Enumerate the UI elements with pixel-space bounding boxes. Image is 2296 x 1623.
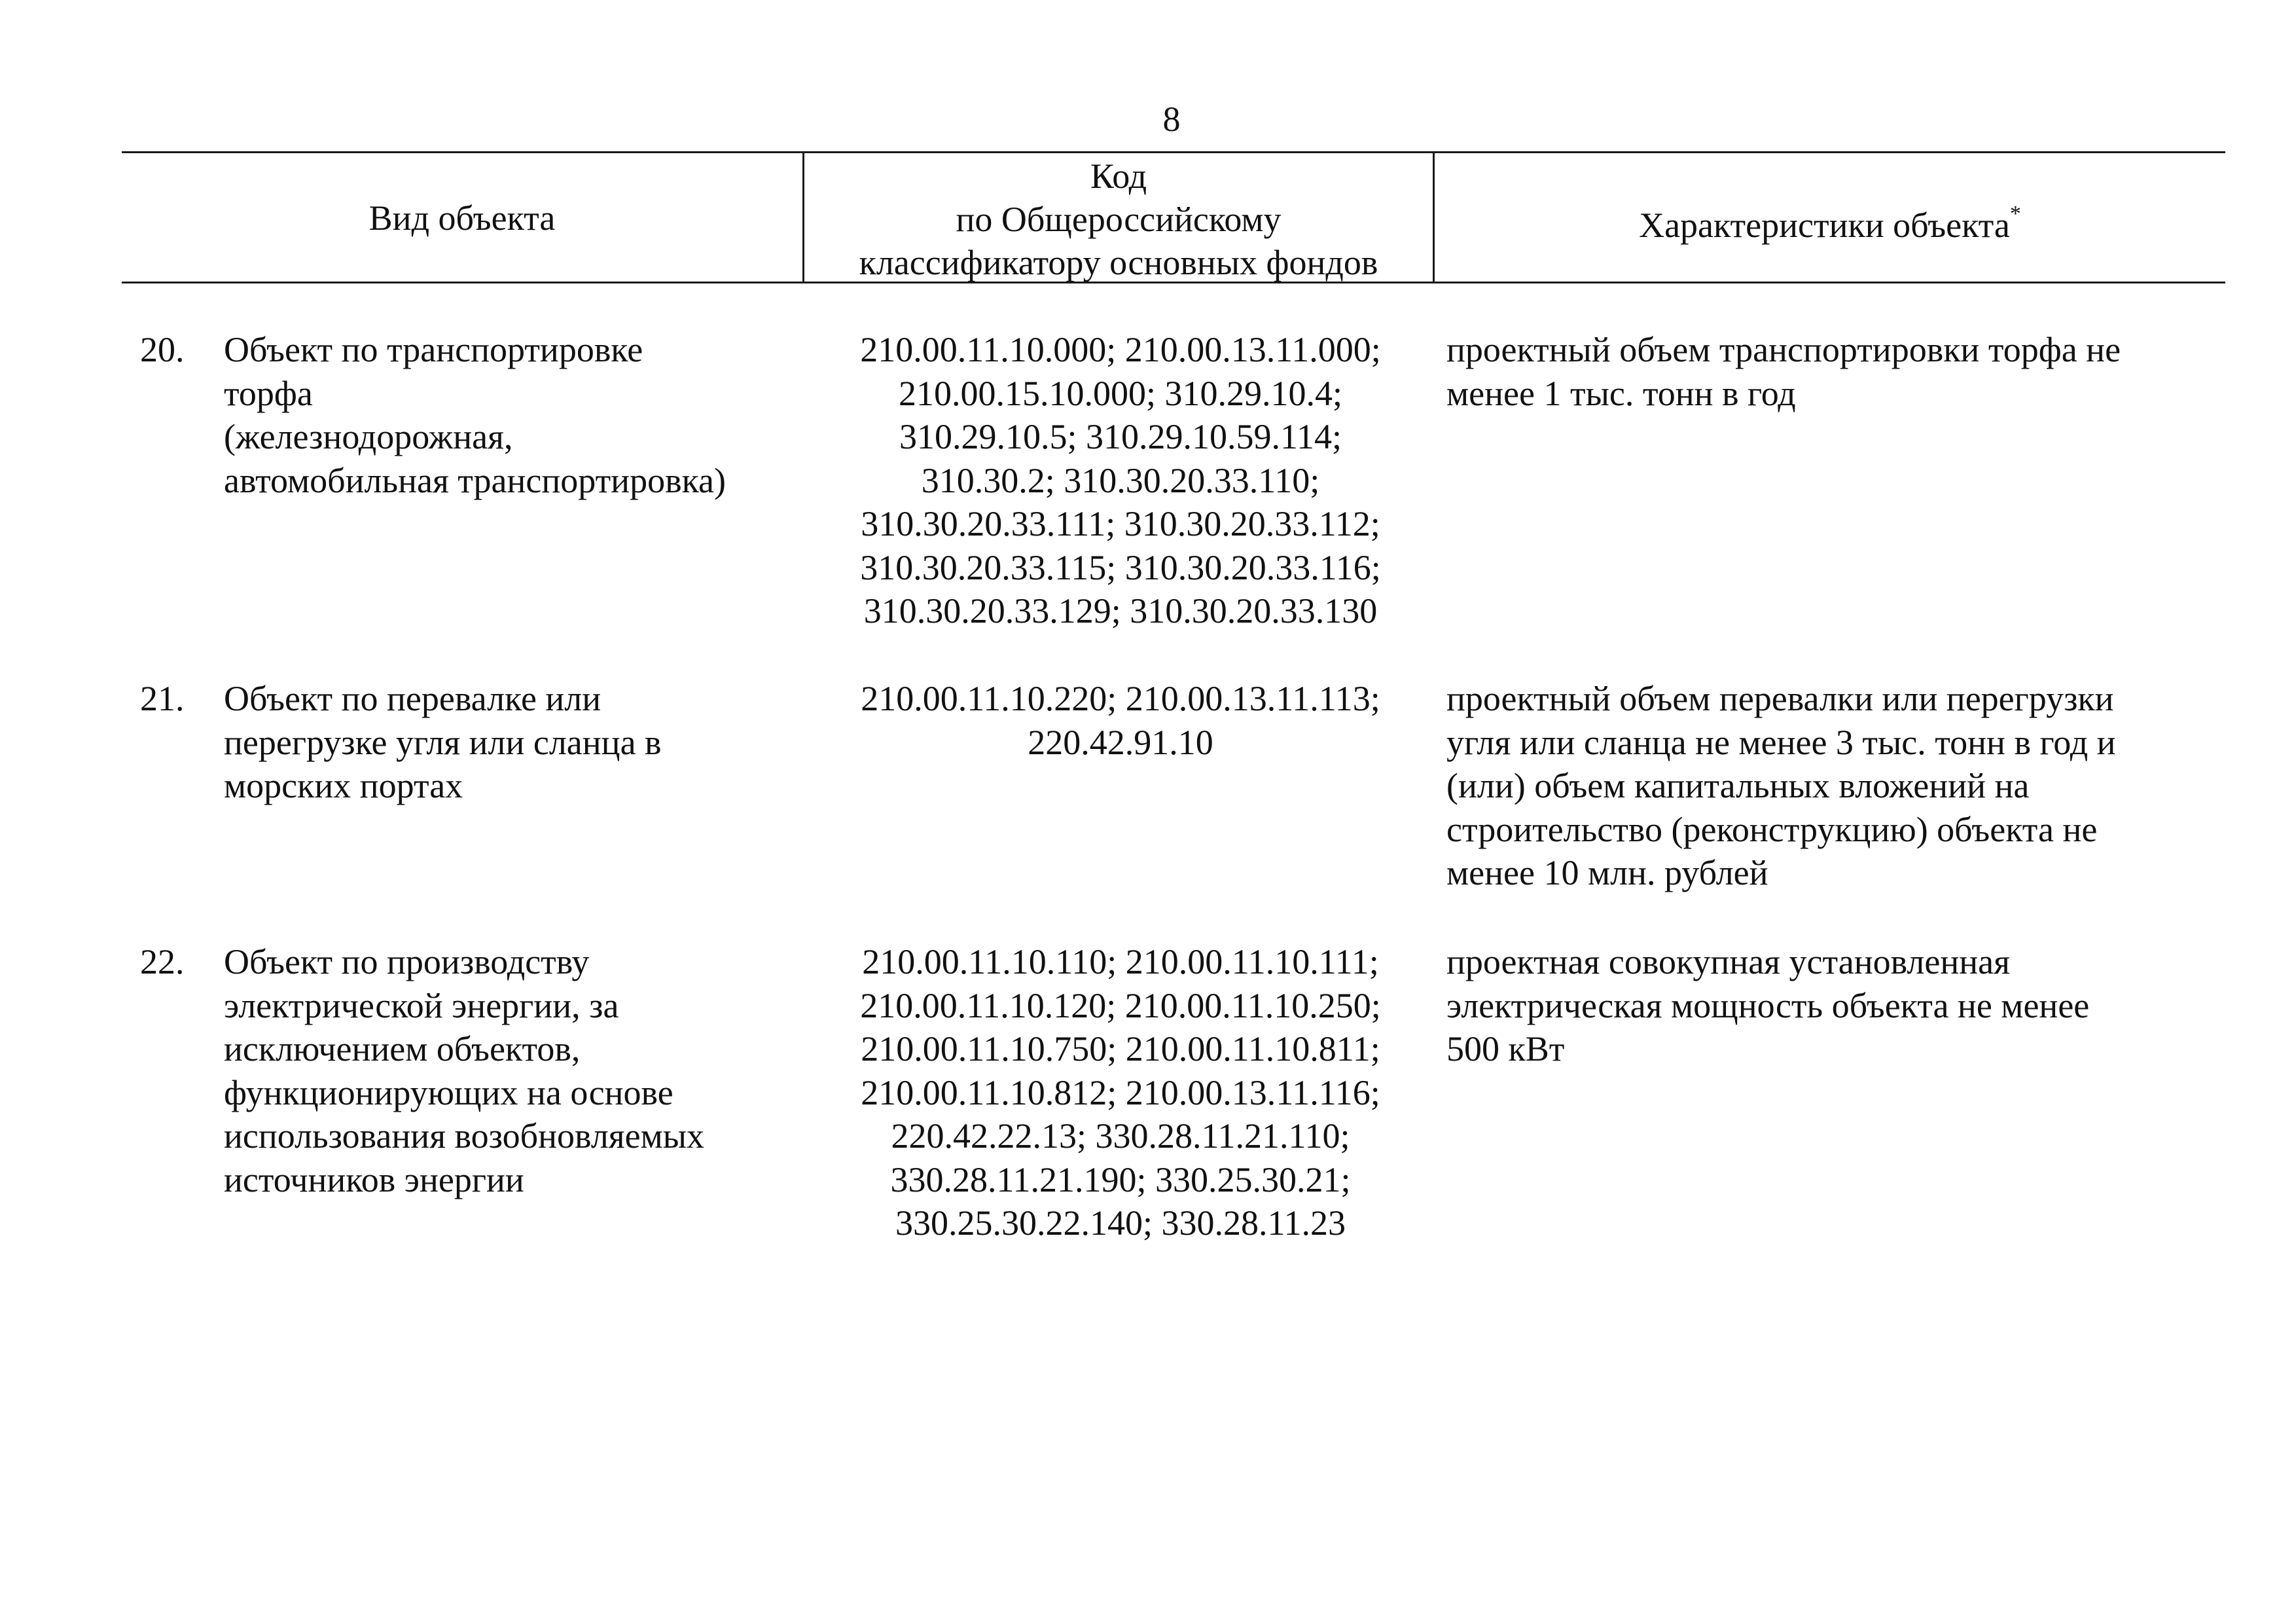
header-code-line: классификатору основных фондов <box>859 243 1378 282</box>
code-line: 210.00.15.10.000; 310.29.10.4; <box>898 373 1342 413</box>
text-line: менее 10 млн. рублей <box>1446 853 1768 892</box>
text-line: автомобильная транспортировка) <box>224 460 726 500</box>
text-line: Объект по производству <box>224 942 590 981</box>
footnote-mark: * <box>2009 202 2021 226</box>
row-codes <box>806 940 1435 1245</box>
row-object-type <box>224 677 800 808</box>
text-line: строительство (реконструкцию) объекта не <box>1446 809 2098 849</box>
row-object-type <box>224 328 800 502</box>
code-line: 210.00.11.10.000; 210.00.13.11.000; <box>860 330 1381 369</box>
row-characteristics <box>1446 940 2199 1071</box>
text-line: источников энергии <box>224 1159 524 1199</box>
row-object-type <box>224 940 800 1201</box>
table-top-rule <box>122 151 2225 153</box>
header-characteristics <box>1435 196 2225 247</box>
header-code-line: Код <box>1090 156 1147 196</box>
code-line: 210.00.11.10.220; 210.00.13.11.113; <box>861 679 1380 718</box>
text-line: перегрузке угля или сланца в <box>224 722 662 762</box>
row-codes <box>806 677 1435 764</box>
text-line: Объект по перевалке или <box>224 679 601 718</box>
code-line: 220.42.91.10 <box>1028 722 1213 762</box>
code-line: 330.25.30.22.140; 330.28.11.23 <box>895 1203 1346 1243</box>
row-number: 22. <box>140 942 185 981</box>
code-line: 310.30.20.33.111; 310.30.20.33.112; <box>861 504 1380 543</box>
code-line: 210.00.11.10.110; 210.00.11.10.111; <box>862 942 1379 981</box>
text-line: проектный объем перевалки или перегрузки <box>1446 679 2114 718</box>
header-column-divider-1 <box>802 153 804 282</box>
text-line: (или) объем капитальных вложений на <box>1446 766 2030 805</box>
code-line: 310.29.10.5; 310.29.10.59.114; <box>899 417 1342 456</box>
row-characteristics <box>1446 328 2199 415</box>
row-characteristics <box>1446 677 2199 895</box>
row-number: 21. <box>140 679 185 718</box>
text-line: электрической энергии, за <box>224 985 619 1025</box>
code-line: 210.00.11.10.750; 210.00.11.10.811; <box>861 1029 1380 1068</box>
text-line: угля или сланца не менее 3 тыс. тонн в год и <box>1446 722 2116 762</box>
row-number: 20. <box>140 330 185 369</box>
text-line: менее 1 тыс. тонн в год <box>1446 373 1796 413</box>
text-line: проектная совокупная установленная <box>1446 942 2010 981</box>
text-line: (железнодорожная, <box>224 417 513 456</box>
page-number: 8 <box>1162 100 1181 139</box>
text-line: Объект по транспортировке <box>224 330 643 369</box>
text-line: торфа <box>224 373 313 413</box>
header-code <box>805 155 1432 284</box>
text-line: исключением объектов, <box>224 1029 581 1068</box>
text-line: проектный объем транспортировки торфа не <box>1446 330 2121 369</box>
text-line: электрическая мощность объекта не менее <box>1446 985 2090 1025</box>
header-code-line: по Общероссийскому <box>956 200 1282 239</box>
text-line: функционирующих на основе <box>224 1072 673 1112</box>
code-line: 210.00.11.10.812; 210.00.13.11.116; <box>861 1072 1380 1112</box>
code-line: 310.30.2; 310.30.20.33.110; <box>921 460 1320 500</box>
header-object-type: Вид объекта <box>368 198 556 238</box>
code-line: 310.30.20.33.129; 310.30.20.33.130 <box>863 591 1378 630</box>
row-codes <box>806 328 1435 633</box>
code-line: 220.42.22.13; 330.28.11.21.110; <box>891 1116 1350 1156</box>
header-characteristics-label: Характеристики объекта <box>1639 206 2010 245</box>
code-line: 210.00.11.10.120; 210.00.11.10.250; <box>860 985 1381 1025</box>
text-line: морских портах <box>224 766 463 805</box>
code-line: 310.30.20.33.115; 310.30.20.33.116; <box>860 547 1381 587</box>
text-line: использования возобновляемых <box>224 1116 705 1156</box>
text-line: 500 кВт <box>1446 1029 1565 1068</box>
header-column-divider-2 <box>1433 153 1435 282</box>
code-line: 330.28.11.21.190; 330.25.30.21; <box>890 1159 1351 1199</box>
